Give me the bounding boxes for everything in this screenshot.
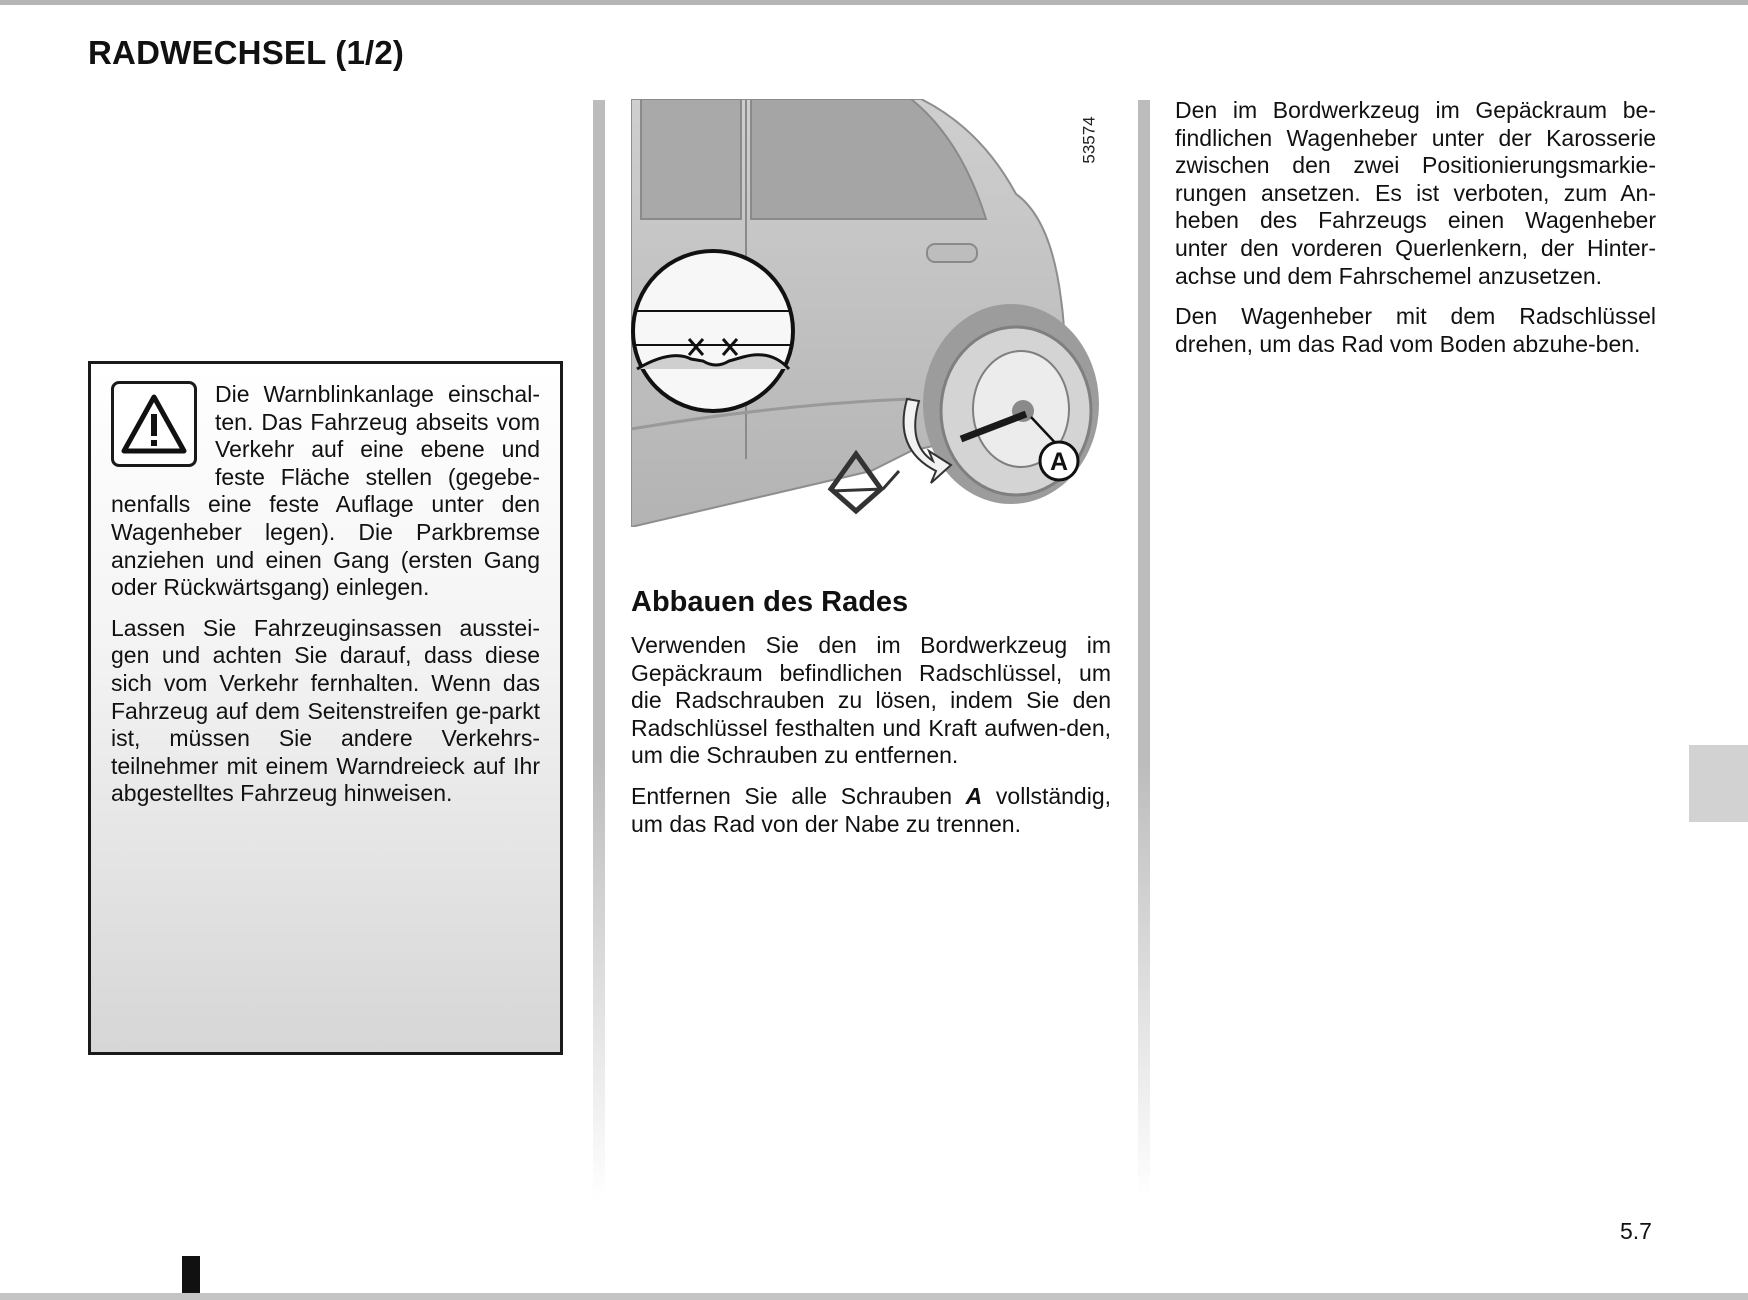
page-title: RADWECHSEL (1/2) — [88, 34, 405, 71]
page-bottom-edge — [0, 1293, 1748, 1300]
warning-box — [88, 361, 563, 1055]
section-paragraph-2: Entfernen Sie alle Schrauben A vollständig, um das Rad von der Nabe zu trennen. — [631, 782, 1112, 837]
wheel-change-illustration — [631, 99, 1111, 527]
right-paragraph-1: Den im Bordwerkzeug im Gepäckraum be-findlichen Wagenheber unter der Karosserie zwischen den zwei Positionierungsmarkie-rungen ansetzen. Es ist verboten, zum An-heben des Fahrzeugs einen Wagenheber unter den vorderen Querlenkern, der Hinter-achse und dem Fahrschemel anzusetzen. — [1175, 97, 1656, 289]
callout-label-a: A — [1049, 448, 1069, 476]
warning-paragraph-2: Lassen Sie Fahrzeuginsassen ausstei-gen und achten Sie darauf, dass diese sich vom Verkehr fernhalten. Wenn das Fahrzeug auf dem Seitenstreifen ge-parkt ist, müssen Sie andere Verkehrs-teilnehmer mit einem Warndreieck auf Ihr abgestelltes Fahrzeug hinweisen. — [111, 614, 540, 807]
page-number: 5.7 — [1620, 1218, 1652, 1244]
page-top-edge — [0, 0, 1748, 5]
right-paragraph-2: Den Wagenheber mit dem Radschlüssel drehen, um das Rad vom Boden abzuhe-ben. — [1175, 303, 1656, 357]
warning-triangle-icon — [111, 381, 197, 467]
bottom-marker — [182, 1256, 200, 1293]
section-heading: Abbauen des Rades — [631, 586, 909, 618]
section-body — [631, 632, 1111, 851]
column-divider-left — [593, 100, 605, 1200]
warning-paragraph-1: Die Warnblinkanlage einschal-ten. Das Fahrzeug abseits vom Verkehr auf eine ebene und feste Fläche stellen (gegebe-nenfalls eine feste Auflage unter den Wagenheber legen). Die Parkbremse anziehen und einen Gang (ersten Gang oder Rückwärtsgang) einlegen. — [111, 381, 540, 601]
section-paragraph-1: Verwenden Sie den im Bordwerkzeug im Gepäckraum befindlichen Radschlüssel, um die Radschrauben zu lösen, indem Sie den Radschlüssel festhalten und Kraft aufwen-den, um die Schrauben zu entfernen. — [631, 632, 1111, 769]
chapter-tab — [1689, 745, 1748, 822]
screw-reference-a: A — [965, 782, 983, 809]
right-column — [1175, 97, 1656, 371]
figure-number: 53574 — [1080, 116, 1099, 164]
column-divider-right — [1138, 100, 1150, 1200]
